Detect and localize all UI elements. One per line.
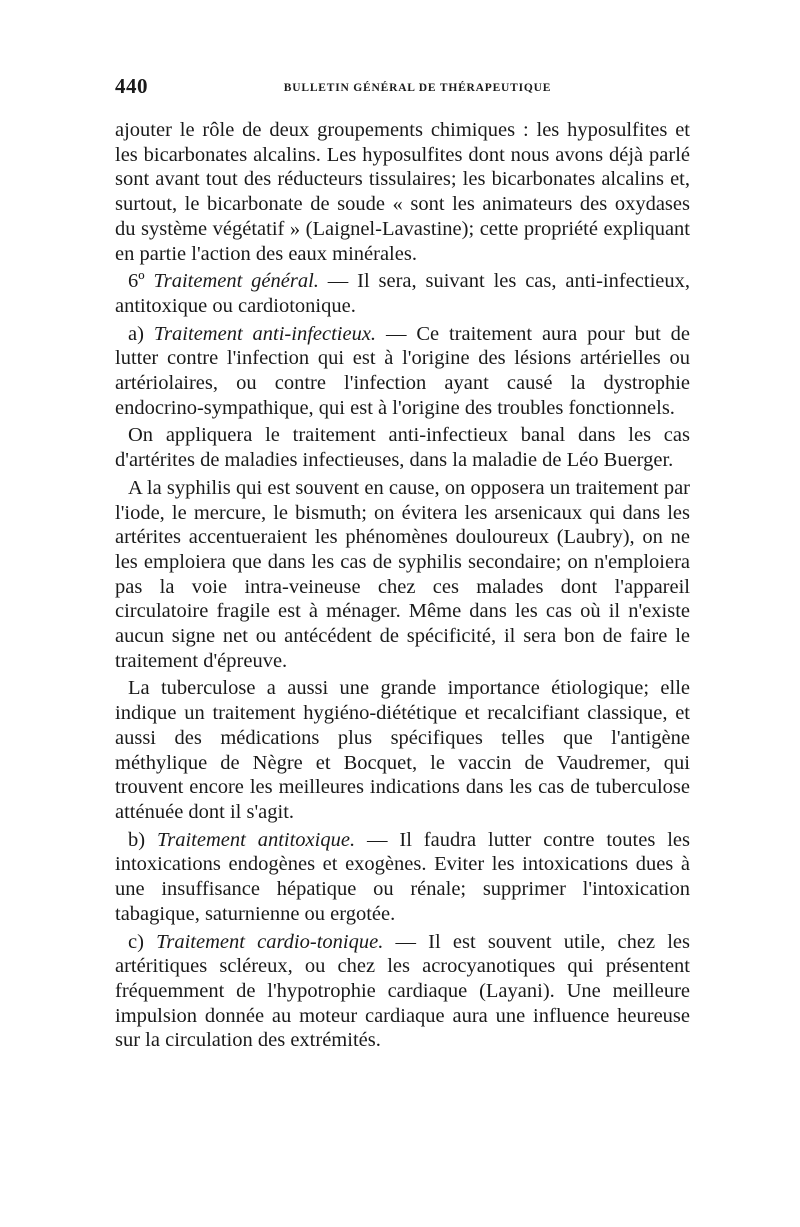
paragraph-text: — Il faudra lutter contre toutes les intoxications endogènes et exogènes. Eviter les intoxications dues à une insuffisance hépatique ou rénale; supprimer l'intoxication tabagique, saturnienne ou ergotée. (115, 828, 690, 925)
paragraph-antitoxique (115, 828, 690, 927)
paragraph-text: A la syphilis qui est souvent en cause, on opposera un traitement par l'iode, le mercure, le bismuth; on évitera les arsenicaux qui dans les artérites accentueraient les phénomènes douloureux (Laubry), on ne les emploiera que dans les cas de syphilis secondaire; on n'emploiera pas la voie intra-veineuse chez ces malades dont l'appareil circulatoire fragile est à ménager. Même dans les cas où il n'existe aucun signe net ou antécédent de spécificité, il sera bon de faire le traitement d'épreuve. (115, 476, 690, 672)
paragraph-text: La tuberculose a aussi une grande importance étiologique; elle indique un traitement hygiéno-diététique et recalcifiant classique, et aussi des médications plus spécifiques telles que l'antigène méthylique de Nègre et Bocquet, le vaccin de Vaudremer, qui trouvent encore les meilleures indications dans les cas de tuberculose atténuée dont il s'agit. (115, 677, 690, 823)
section-number: 6º (128, 270, 154, 293)
paragraph-text: — Ce traitement aura pour but de lutter contre l'infection qui est à l'origine des lésions artérielles ou artériolaires, ou contre l'infection ayant causé la dystrophie endocrino-sympathique, qui est à l'origine des troubles fonctionnels. (115, 322, 690, 419)
paragraph-text: — Il est souvent utile, chez les artéritiques scléreux, ou chez les acrocyanotiques qui présentent fréquemment de l'hypotrophie cardiaque (Layani). Une meilleure impulsion donnée au moteur cardiaque aura une influence heureuse sur la circulation des extrémités. (115, 930, 690, 1052)
page-header (115, 74, 690, 104)
paragraph-tuberculose (115, 676, 690, 824)
section-letter: c) (128, 930, 157, 953)
running-title: BULLETIN GÉNÉRAL DE THÉRAPEUTIQUE (283, 82, 552, 94)
paragraph-text: ajouter le rôle de deux groupements chimiques : les hyposulfites et les bicarbonates alcalins. Les hyposulfites dont nous avons déjà parlé sont avant tout des réducteurs tissulaires; les bicarbonates alcalins et, surtout, le bicarbonate de soude « sont les animateurs des oxydases du système végétatif » (Laignel-Lavastine); cette propriété expliquant en partie l'action des eaux minérales. (115, 119, 690, 265)
paragraph-text: On appliquera le traitement anti-infectieux banal dans les cas d'artérites de maladies infectieuses, dans la maladie de Léo Buerger. (115, 424, 690, 472)
section-letter: a) (128, 322, 154, 345)
paragraph-traitement-banal (115, 423, 690, 472)
paragraph-bicarbonates (115, 118, 690, 266)
paragraph-syphilis (115, 476, 690, 674)
paragraph-anti-infectieux (115, 322, 690, 421)
page-number: 440 (115, 74, 148, 98)
section-heading: Traitement général. (153, 270, 319, 293)
paragraph-traitement-general (115, 269, 690, 318)
section-heading: Traitement anti-infectieux. (153, 322, 377, 345)
body-text (115, 118, 690, 1053)
section-heading: Traitement cardio-tonique. (156, 930, 384, 953)
paragraph-cardio-tonique (115, 930, 690, 1054)
section-letter: b) (128, 828, 157, 851)
paragraph-text: — Il sera, suivant les cas, anti-infectieux, antitoxique ou cardiotonique. (115, 270, 691, 317)
section-heading: Traitement antitoxique. (156, 828, 356, 851)
